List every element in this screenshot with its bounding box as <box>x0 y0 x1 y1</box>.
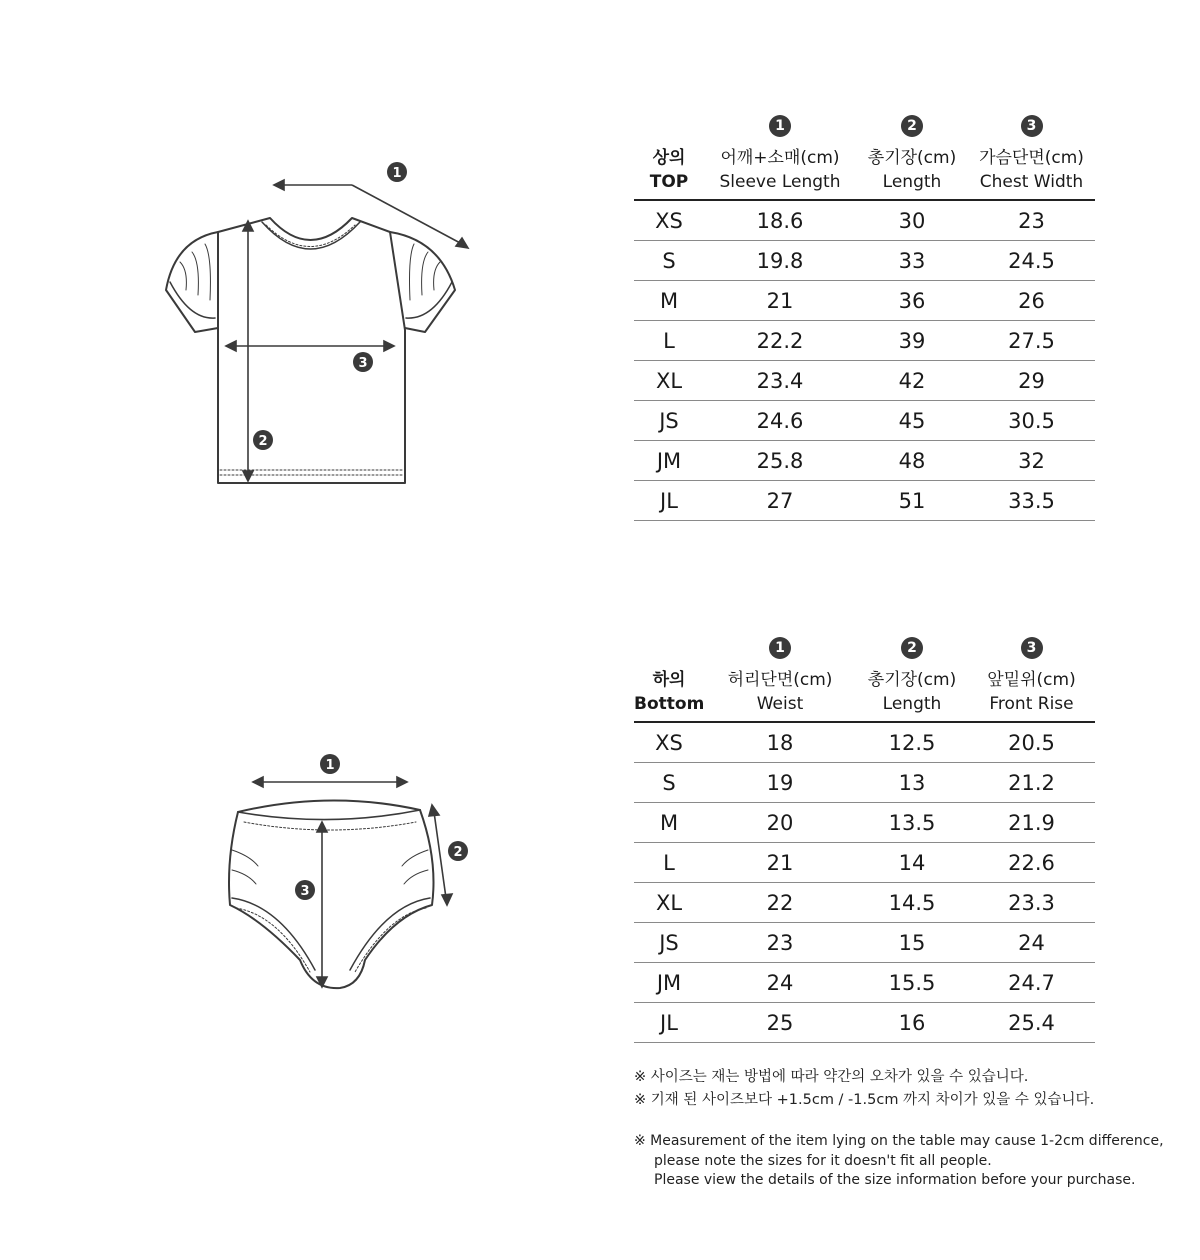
value-cell: 20 <box>766 811 794 835</box>
badge-3: 3 <box>1021 637 1043 659</box>
value-cell: 24 <box>766 971 794 995</box>
header-rise-en: Front Rise <box>989 694 1074 714</box>
note-en-2: please note the sizes for it doesn't fit all people. <box>654 1152 992 1169</box>
size-cell: M <box>659 289 679 313</box>
value-cell: 22.6 <box>1008 851 1055 875</box>
value-cell: 33 <box>898 249 926 273</box>
size-cell: JL <box>660 489 678 513</box>
size-cell: XS <box>655 209 683 233</box>
header-waist-en: Weist <box>756 694 804 714</box>
note-en-3: Please view the details of the size information before your purchase. <box>654 1172 1136 1188</box>
value-cell: 23.3 <box>1008 891 1055 915</box>
header-label-en: TOP <box>649 172 689 192</box>
table-row <box>634 201 1095 241</box>
value-cell: 13 <box>898 771 926 795</box>
badge-2: 2 <box>901 115 923 137</box>
value-cell: 15.5 <box>888 971 936 995</box>
header-label-ko: 하의 <box>652 670 686 690</box>
header-length-en: Length <box>882 172 942 192</box>
table-row <box>634 281 1095 321</box>
korean-notes <box>634 1066 1174 1112</box>
value-cell: 12.5 <box>888 731 936 755</box>
value-cell: 26 <box>1018 289 1045 313</box>
value-cell: 23 <box>1018 209 1045 233</box>
t-shirt-diagram-icon <box>150 150 490 500</box>
value-cell: 36 <box>898 289 926 313</box>
marker-3: 3 <box>300 884 310 899</box>
value-cell: 22 <box>766 891 794 915</box>
size-cell: L <box>663 851 675 875</box>
value-cell: 18.6 <box>756 209 804 233</box>
table-row <box>634 963 1095 1003</box>
header-label-ko: 상의 <box>652 148 686 168</box>
table-header <box>634 666 1095 723</box>
size-cell: JM <box>656 449 682 473</box>
table-row <box>634 803 1095 843</box>
size-cell: M <box>659 811 679 835</box>
value-cell: 24.5 <box>1008 249 1055 273</box>
table-row <box>634 361 1095 401</box>
bottom-size-table <box>634 630 1095 1043</box>
value-cell: 32 <box>1018 449 1045 473</box>
value-cell: 21 <box>766 289 794 313</box>
value-cell: 39 <box>898 329 926 353</box>
value-cell: 30 <box>898 209 926 233</box>
table-header <box>634 144 1095 201</box>
value-cell: 19.8 <box>756 249 804 273</box>
value-cell: 14.5 <box>888 891 936 915</box>
table-row <box>634 923 1095 963</box>
size-cell: JL <box>660 1011 678 1035</box>
value-cell: 21 <box>766 851 794 875</box>
badge-2: 2 <box>901 637 923 659</box>
header-label-en: Bottom <box>634 694 705 714</box>
size-cell: XL <box>655 891 683 915</box>
note-ko-1: ※ 사이즈는 재는 방법에 따라 약간의 오차가 있을 수 있습니다. <box>634 1069 1029 1085</box>
value-cell: 27.5 <box>1008 329 1055 353</box>
marker-3: 3 <box>358 356 368 371</box>
header-rise-ko: 앞밑위(cm) <box>987 670 1076 690</box>
value-cell: 24 <box>1018 931 1045 955</box>
value-cell: 30.5 <box>1008 409 1055 433</box>
header-chest-en: Chest Width <box>979 172 1084 192</box>
value-cell: 29 <box>1018 369 1045 393</box>
header-length-en: Length <box>882 694 942 714</box>
header-chest-ko: 가슴단면(cm) <box>979 148 1084 168</box>
top-size-table <box>634 108 1095 521</box>
bottom-illustration <box>210 745 480 1005</box>
size-cell: XS <box>655 731 683 755</box>
value-cell: 14 <box>898 851 926 875</box>
table-row <box>634 843 1095 883</box>
value-cell: 21.9 <box>1008 811 1055 835</box>
table-row <box>634 763 1095 803</box>
size-cell: JS <box>659 931 679 955</box>
size-cell: JS <box>659 409 679 433</box>
value-cell: 51 <box>898 489 926 513</box>
value-cell: 45 <box>898 409 926 433</box>
size-cell: L <box>663 329 675 353</box>
briefs-diagram-icon <box>210 745 480 1005</box>
marker-2: 2 <box>258 434 268 449</box>
badge-3: 3 <box>1021 115 1043 137</box>
value-cell: 25 <box>766 1011 794 1035</box>
value-cell: 16 <box>898 1011 926 1035</box>
header-waist-ko: 허리단면(cm) <box>727 670 833 690</box>
table-row <box>634 321 1095 361</box>
badge-1: 1 <box>769 115 791 137</box>
header-length-ko: 총기장(cm) <box>867 670 957 690</box>
marker-2: 2 <box>453 845 463 860</box>
value-cell: 20.5 <box>1008 731 1055 755</box>
table-row <box>634 883 1095 923</box>
table-row <box>634 241 1095 281</box>
top-illustration <box>150 150 490 500</box>
header-length-ko: 총기장(cm) <box>867 148 957 168</box>
marker-1: 1 <box>392 166 402 181</box>
value-cell: 42 <box>898 369 926 393</box>
column-badges <box>634 108 1095 144</box>
size-cell: S <box>662 771 676 795</box>
value-cell: 25.8 <box>756 449 804 473</box>
column-badges <box>634 630 1095 666</box>
value-cell: 48 <box>898 449 926 473</box>
size-cell: XL <box>655 369 683 393</box>
value-cell: 13.5 <box>888 811 936 835</box>
value-cell: 21.2 <box>1008 771 1055 795</box>
english-note <box>634 1132 1194 1191</box>
table-row <box>634 441 1095 481</box>
value-cell: 33.5 <box>1008 489 1055 513</box>
table-row <box>634 481 1095 521</box>
table-row <box>634 401 1095 441</box>
marker-1: 1 <box>325 758 335 773</box>
value-cell: 24.6 <box>756 409 804 433</box>
note-en-1: ※ Measurement of the item lying on the table may cause 1-2cm difference, <box>634 1133 1164 1149</box>
size-cell: S <box>662 249 676 273</box>
size-cell: JM <box>656 971 682 995</box>
header-sleeve-ko: 어깨+소매(cm) <box>720 148 840 168</box>
badge-1: 1 <box>769 637 791 659</box>
header-sleeve-en: Sleeve Length <box>719 172 841 192</box>
value-cell: 27 <box>766 489 794 513</box>
value-cell: 18 <box>766 731 794 755</box>
value-cell: 23 <box>766 931 794 955</box>
table-row <box>634 1003 1095 1043</box>
value-cell: 15 <box>898 931 926 955</box>
value-cell: 22.2 <box>756 329 804 353</box>
value-cell: 23.4 <box>756 369 804 393</box>
table-row <box>634 723 1095 763</box>
value-cell: 24.7 <box>1008 971 1055 995</box>
note-ko-2: ※ 기재 된 사이즈보다 +1.5cm / -1.5cm 까지 차이가 있을 수 있습니다. <box>634 1092 1095 1108</box>
value-cell: 19 <box>766 771 794 795</box>
value-cell: 25.4 <box>1008 1011 1055 1035</box>
